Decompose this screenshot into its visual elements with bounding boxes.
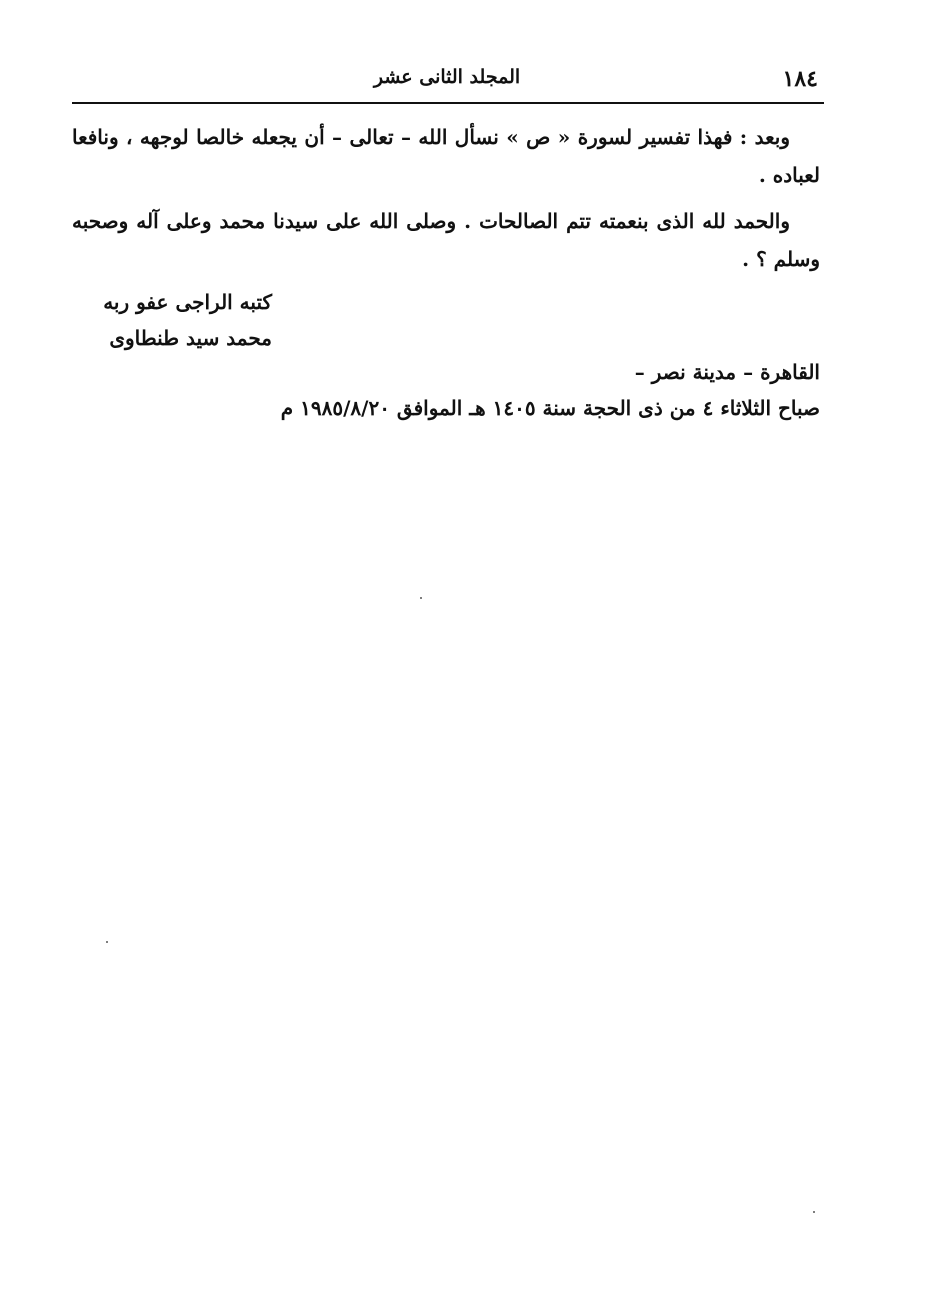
page-header [72,62,822,98]
page-number: ١٨٤ [782,66,818,92]
praise-paragraph: والحمد لله الذى بنعمته تتم الصالحات . وصلى الله على سيدنا محمد وعلى آله وصحبه وسلم ؟ . [72,209,820,271]
signature-line-written-by: كتبه الراجى عفو ربه [103,290,272,314]
header-divider [72,102,824,104]
date-line: صباح الثلاثاء ٤ من ذى الحجة سنة ١٤٠٥ هـ الموافق ١٩٨٥/٨/٢٠ م [280,396,820,420]
signature-block [72,284,272,356]
place-and-date [72,354,820,426]
author-name: محمد سيد طنطاوى [109,326,272,350]
scan-speck [106,941,108,943]
scan-speck [420,597,422,599]
body-text [72,118,820,286]
scan-speck [813,1211,815,1213]
place-line: القاهرة – مدينة نصر – [634,360,820,384]
running-title: المجلد الثانى عشر [373,66,521,88]
closing-paragraph: وبعد : فهذا تفسير لسورة « ص » نسأل الله – تعالى – أن يجعله خالصا لوجهه ، ونافعا لعباده . [72,125,820,187]
